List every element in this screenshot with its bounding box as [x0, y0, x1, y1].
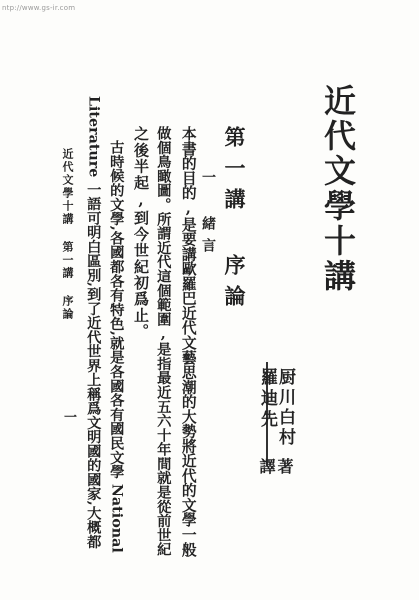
body-line-2: 做個鳥瞰圖。所謂近代這個範圍,是指最近五六十年間就是從前世紀 [155, 126, 172, 557]
source-watermark: ntp://www.gs-ir.com [2, 4, 76, 12]
body-line-3: 之後半起,到今世紀初爲止。 [132, 126, 150, 340]
translator-role: 譯 [257, 458, 276, 474]
body-line-5: Literature 一語可明白區別,到了近代世界上稱爲文明國的國家,大概都 [85, 96, 102, 549]
running-header: 近代文學十講 第一講 序論 [61, 148, 74, 321]
page-number: 一 [61, 410, 76, 423]
author-role: 著 [275, 458, 294, 474]
lecture-title: 第一講 序論 [222, 126, 247, 316]
section-title: 一 緒言 [200, 170, 216, 260]
body-line-1: 本書的目的,是要講歐羅巴近代文藝思潮的大勢將近代的文學一般 [179, 126, 197, 557]
book-title: 近代文學十講 [319, 84, 357, 294]
author-name: 厨川白村 [275, 368, 295, 448]
body-line-4: 古時候的文學,各國都各有特色,就是各國各有國民文學 National [108, 140, 125, 553]
translator-name: 羅迪先 [257, 368, 277, 431]
